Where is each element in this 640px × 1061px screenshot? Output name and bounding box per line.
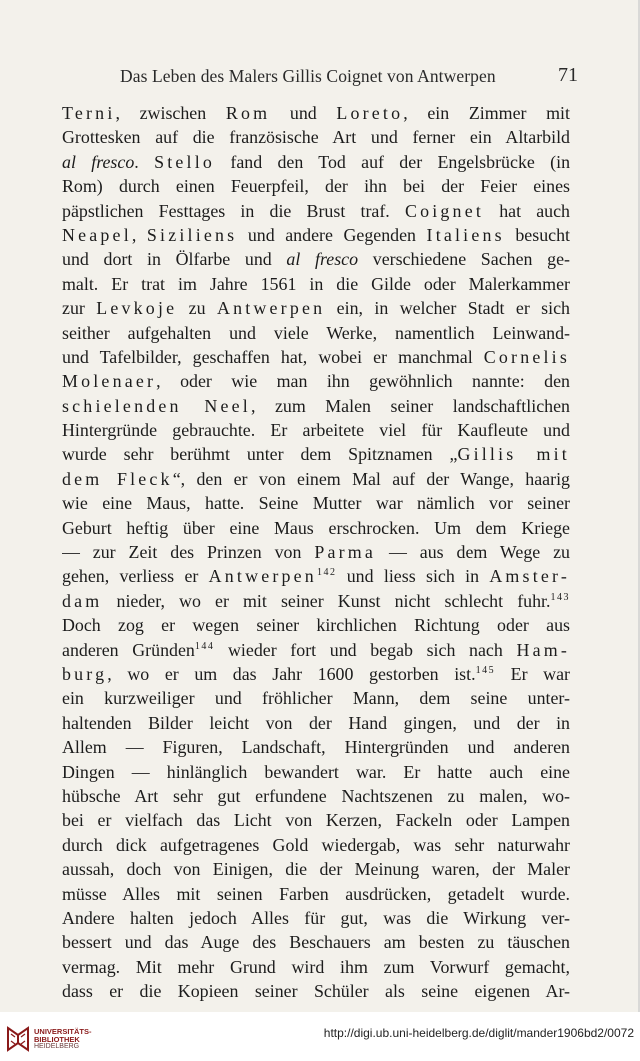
spaced-name: burg: [62, 663, 108, 684]
text-line: [62, 760, 570, 784]
spaced-name: Molenaer: [62, 371, 157, 392]
institution-name-line1: UNIVERSITÄTS-: [34, 1027, 92, 1036]
text-line: [62, 784, 570, 808]
text-line: [62, 906, 570, 930]
text-run: .: [134, 151, 155, 172]
footnote-ref: 142: [316, 567, 337, 579]
text-run: besucht: [504, 224, 570, 245]
spaced-name: schielenden Neel: [62, 395, 251, 416]
body-text: [62, 101, 570, 1003]
text-run: dass er die Kopieen seiner Schüler als seine eigenen Ar-: [62, 981, 570, 1002]
text-run: , ein Zimmer mit: [403, 103, 570, 123]
spaced-name: Antwerpen: [216, 298, 326, 319]
text-run: Hintergründe gebrauchte. Er arbeitete viel für Kaufleute und: [62, 420, 570, 441]
text-line: [62, 150, 570, 174]
text-line: [62, 540, 570, 564]
text-run: Geburt heftig über eine Maus erschrocken. Um dem Kriege: [62, 517, 570, 538]
spaced-name: Italiens: [426, 224, 505, 245]
text-line: [62, 369, 570, 393]
text-line: [62, 491, 570, 515]
text-line: [62, 613, 570, 637]
text-run: malt. Er trat im Jahre 1561 in die Gilde oder Malerkammer: [62, 273, 570, 294]
spaced-name: Terni: [62, 103, 116, 123]
spaced-name: Gillis mit: [457, 444, 570, 465]
institution-name-line2: BIBLIOTHEK: [34, 1035, 80, 1044]
spaced-name: dam: [62, 590, 103, 611]
text-line: [62, 272, 570, 296]
spaced-name: Ham-: [516, 639, 570, 660]
running-head: [60, 64, 578, 90]
text-run: , wo er um das Jahr 1600 gestorben ist.: [107, 663, 476, 684]
spaced-name: dem Fleck: [62, 468, 173, 489]
text-run: wie eine Maus, hatte. Seine Mutter war nämlich vor seiner: [62, 493, 570, 514]
italic-term: al fresco: [286, 249, 359, 270]
text-run: — zur Zeit des Prinzen von: [62, 542, 315, 563]
footnote-ref: 144: [194, 640, 215, 652]
text-run: nieder, wo er mit seiner Kunst nicht schlecht fuhr.: [102, 590, 551, 611]
text-run: und dort in Ölfarbe und: [62, 249, 287, 270]
text-run: durch dick aufgetragenes Gold wiedergab, was sehr naturwahr: [62, 834, 570, 855]
text-run: zu: [177, 298, 217, 319]
text-run: “, den er von einem Mal auf der Wange, haarig: [172, 468, 570, 489]
spaced-name: Cornelis: [483, 346, 570, 367]
text-run: hübsche Art sehr gut erfundene Nachtszenen zu malen, wo-: [62, 785, 570, 806]
text-line: [62, 296, 570, 320]
source-url-link[interactable]: http://digi.ub.uni-heidelberg.de/diglit/mander1906bd2/0072: [323, 1026, 634, 1040]
text-line: [62, 125, 570, 149]
text-run: ein kurzweiliger und fröhlicher Mann, dem seine unter-: [62, 688, 570, 709]
text-run: und: [270, 103, 337, 123]
text-run: und Tafelbilder, geschaffen hat, wobei er manchmal: [62, 346, 484, 367]
text-run: fand den Tod auf der Engelsbrücke (in: [215, 151, 570, 172]
text-run: wurde sehr berühmt unter dem Spitznamen „: [62, 444, 458, 465]
text-run: Allem — Figuren, Landschaft, Hintergründen und anderen: [62, 737, 570, 758]
text-run: Andere halten jedoch Alles für gut, was die Wirkung ver-: [62, 907, 570, 928]
text-run: — aus dem Wege zu: [376, 542, 570, 563]
spaced-name: Antwerpen: [208, 566, 317, 587]
text-run: wieder fort und begab sich nach: [214, 639, 517, 660]
text-line: [62, 394, 570, 418]
text-line: [62, 808, 570, 832]
text-run: , zwischen: [115, 103, 226, 123]
spaced-name: Rom: [225, 103, 271, 123]
text-line: [62, 638, 570, 662]
institution-name-line3: HEIDELBERG: [34, 1043, 80, 1050]
text-run: ,: [131, 224, 147, 245]
text-line: [62, 223, 570, 247]
text-line: [62, 247, 570, 271]
text-run: bei er vielfach das Licht von Kerzen, Fackeln oder Lampen: [62, 810, 570, 831]
text-line: [62, 418, 570, 442]
text-run: , oder wie man ihn gewöhnlich nannte: den: [156, 371, 570, 392]
text-line: [62, 955, 570, 979]
text-line: [62, 199, 570, 223]
text-line: [62, 686, 570, 710]
text-line: [62, 662, 570, 686]
text-run: vermag. Mit mehr Grund wird ihm zum Vorwurf gemacht,: [62, 956, 570, 977]
running-title: Das Leben des Malers Gillis Coignet von Antwerpen: [120, 66, 496, 86]
text-run: und andere Gegenden: [237, 224, 427, 245]
text-line: [62, 101, 570, 125]
text-line: [62, 857, 570, 881]
text-run: Er war: [495, 663, 570, 684]
spaced-name: Stello: [154, 151, 216, 172]
text-run: aussah, doch von Einigen, die der Meinung waren, der Maler: [62, 859, 570, 880]
text-run: bessert und das Auge des Beschauers am besten zu täuschen: [62, 932, 570, 953]
text-run: Dingen — hinlänglich bewandert war. Er hatte auch eine: [62, 761, 570, 782]
spaced-name: Loreto: [336, 103, 404, 123]
text-line: [62, 735, 570, 759]
text-run: müsse Alles mit seinen Farben ausdrücken, getadelt wurde.: [62, 883, 570, 904]
spaced-name: Coignet: [404, 200, 485, 221]
text-line: [62, 930, 570, 954]
spaced-name: Levkoje: [96, 298, 178, 319]
spaced-name: Amster-: [489, 566, 570, 587]
text-run: Rom) durch einen Feuerpfeil, der ihn bei der Feier eines: [62, 176, 570, 197]
text-run: hat auch: [484, 200, 570, 221]
footnote-ref: 143: [550, 591, 570, 603]
italic-term: al fresco: [62, 151, 135, 172]
text-line: [62, 467, 570, 491]
text-line: [62, 442, 570, 466]
text-run: Doch zog er wegen seiner kirchlichen Richtung oder aus: [62, 615, 570, 636]
text-line: [62, 345, 570, 369]
text-run: gehen, verliess er: [62, 566, 209, 587]
text-line: [62, 711, 570, 735]
text-line: [62, 979, 570, 1003]
spaced-name: Neapel: [62, 224, 132, 245]
text-line: [62, 882, 570, 906]
text-run: , zum Malen seiner landschaftlichen: [250, 395, 570, 416]
page-number: 71: [558, 64, 578, 86]
text-run: zur: [62, 298, 97, 319]
library-logo-icon: [6, 1026, 30, 1052]
text-line: [62, 174, 570, 198]
text-run: seither aufgehalten und viele Werke, namentlich Leinwand-: [62, 322, 570, 343]
text-run: päpstlichen Festtages in die Brust traf.: [62, 200, 405, 221]
text-run: verschiedene Sachen ge-: [358, 249, 570, 270]
footnote-ref: 145: [475, 664, 496, 676]
text-run: ein, in welcher Stadt er sich: [325, 298, 570, 319]
text-line: [62, 589, 570, 613]
text-line: [62, 833, 570, 857]
footer-bar: [0, 1012, 640, 1061]
text-run: anderen Gründen: [62, 639, 195, 660]
text-run: Grottesken auf die französische Art und ferner ein Altarbild: [62, 127, 570, 148]
spaced-name: Parma: [314, 542, 377, 563]
text-line: [62, 564, 570, 588]
text-line: [62, 516, 570, 540]
text-run: haltenden Bilder leicht von der Hand gingen, und der in: [62, 712, 570, 733]
text-line: [62, 321, 570, 345]
text-run: und liess sich in: [336, 566, 490, 587]
spaced-name: Siziliens: [146, 224, 238, 245]
